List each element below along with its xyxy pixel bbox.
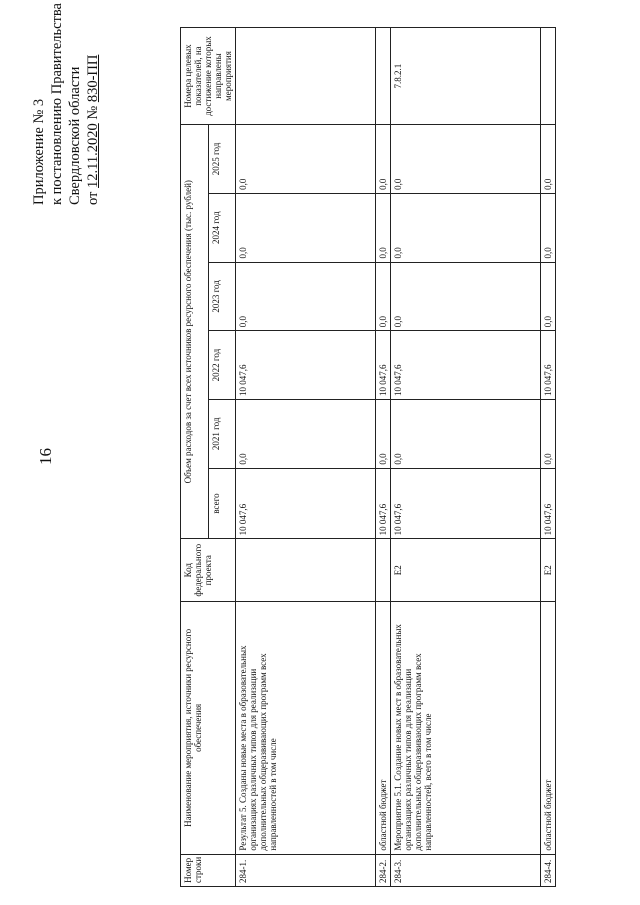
row-total: 10 047,6: [376, 468, 391, 539]
row-code: Е2: [391, 539, 541, 602]
page-number: 16: [36, 448, 55, 465]
row-2023: 0,0: [541, 262, 556, 331]
row-2021: 0,0: [541, 399, 556, 468]
row-2023: 0,0: [236, 262, 376, 331]
row-2024: 0,0: [236, 193, 376, 262]
row-2024: 0,0: [391, 193, 541, 262]
table-row: [376, 28, 391, 887]
row-2022: 10 047,6: [236, 331, 376, 400]
from-label: от: [85, 191, 101, 205]
row-no: 284-2.: [376, 854, 391, 886]
row-total: 10 047,6: [391, 468, 541, 539]
row-no: 284-3.: [391, 854, 541, 886]
header-code: Код федерального проекта: [181, 539, 236, 602]
row-targets: [541, 28, 556, 125]
row-targets: [236, 28, 376, 125]
header-2022: 2022 год: [208, 331, 236, 400]
expenses-table: [180, 27, 556, 887]
table-row: [391, 28, 541, 887]
row-2025: 0,0: [391, 125, 541, 194]
row-name: областной бюджет: [541, 602, 556, 855]
row-2025: 0,0: [541, 125, 556, 194]
row-code: [236, 539, 376, 602]
row-targets: 7.8.2.1: [391, 28, 541, 125]
row-2025: 0,0: [376, 125, 391, 194]
row-2022: 10 047,6: [541, 331, 556, 400]
table-row: [541, 28, 556, 887]
header-2023: 2023 год: [208, 262, 236, 331]
row-2024: 0,0: [376, 193, 391, 262]
table-header-row: [181, 28, 209, 887]
row-name: Мероприятие 5.1. Создание новых мест в образовательных организациях различных типов для реализации дополнительных общеразвивающих программ всех направленностей, всего в том числе: [391, 602, 541, 855]
header-2021: 2021 год: [208, 399, 236, 468]
appendix-date-line: [84, 0, 102, 205]
appendix-line-2: к постановлению Правительства: [49, 3, 65, 205]
row-2023: 0,0: [391, 262, 541, 331]
row-code: [376, 539, 391, 602]
decree-date: 12.11.2020: [85, 123, 101, 188]
row-name: областной бюджет: [376, 602, 391, 855]
row-2021: 0,0: [236, 399, 376, 468]
row-no: 284-4.: [541, 854, 556, 886]
appendix-header: [30, 0, 102, 205]
row-name: Результат 5. Созданы новые места в образовательных организациях различных типов для реализации дополнительных общеразвивающих программ всех направленностей в том числе: [236, 602, 376, 855]
row-2024: 0,0: [541, 193, 556, 262]
header-name: Наименование мероприятия, источники ресурсного обеспечения: [181, 602, 236, 855]
row-targets: [376, 28, 391, 125]
row-2021: 0,0: [391, 399, 541, 468]
row-total: 10 047,6: [541, 468, 556, 539]
header-row-no: Номер строки: [181, 854, 236, 886]
row-2022: 10 047,6: [391, 331, 541, 400]
table-row: [236, 28, 376, 887]
header-total: всего: [208, 468, 236, 539]
row-2023: 0,0: [376, 262, 391, 331]
number-label: №: [85, 105, 101, 120]
appendix-title: Приложение № 3: [31, 98, 47, 205]
row-2025: 0,0: [236, 125, 376, 194]
row-code: Е2: [541, 539, 556, 602]
row-2021: 0,0: [376, 399, 391, 468]
header-2024: 2024 год: [208, 193, 236, 262]
header-targets: Номера целевых показателей, на достижение которых направлены мероприятия: [181, 28, 236, 125]
row-no: 284-1.: [236, 854, 376, 886]
row-2022: 10 047,6: [376, 331, 391, 400]
header-volume: Объем расходов за счет всех источников ресурсного обеспечения (тыс. рублей): [181, 125, 209, 539]
appendix-line-3: Свердловской области: [67, 66, 83, 205]
header-2025: 2025 год: [208, 125, 236, 194]
decree-number: 830-ПП: [85, 54, 101, 103]
row-total: 10 047,6: [236, 468, 376, 539]
